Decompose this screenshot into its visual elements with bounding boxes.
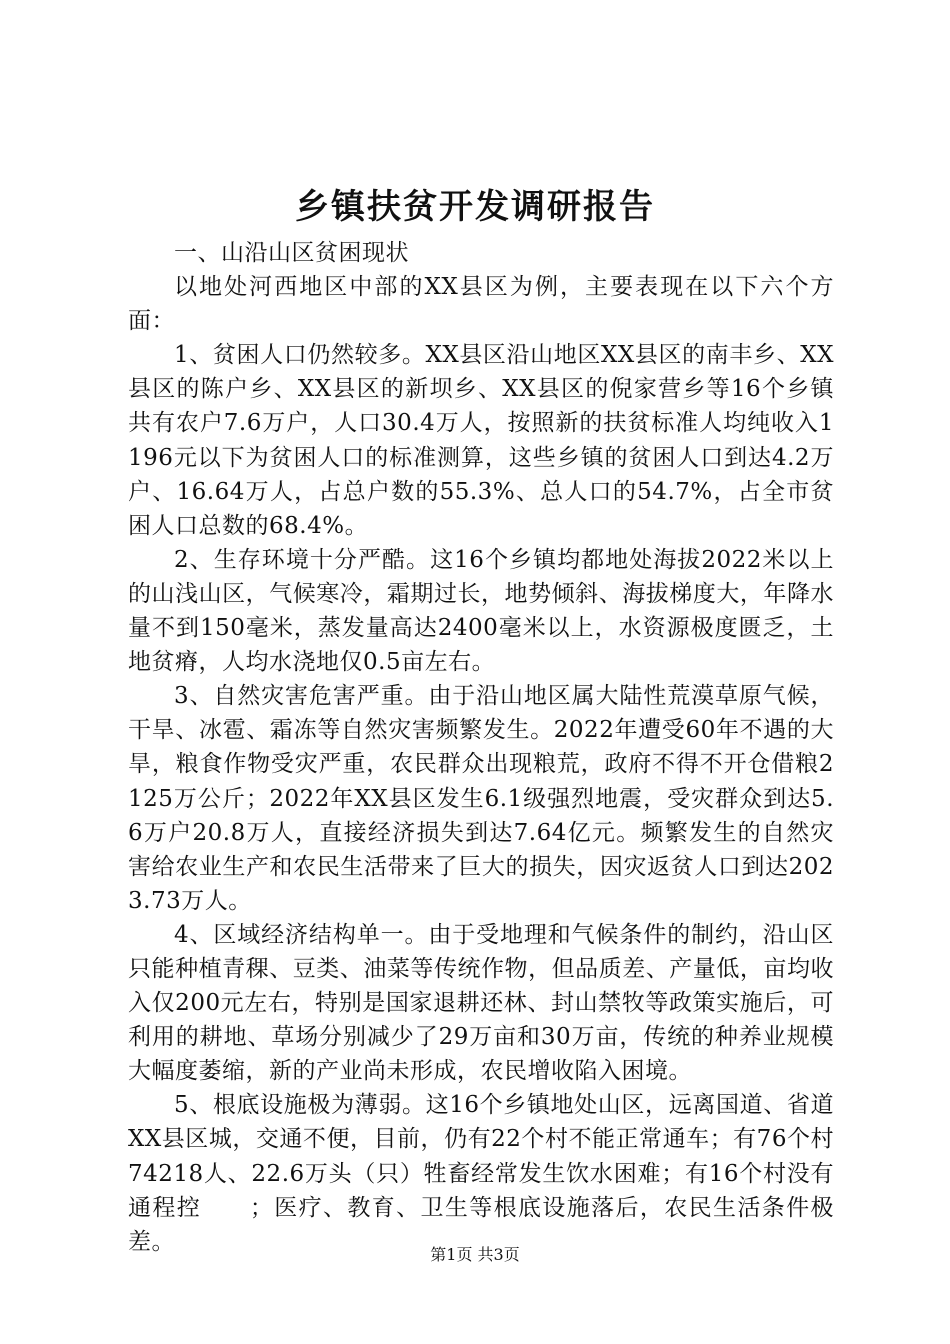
document-body: [128, 236, 834, 1259]
intro-paragraph: 以地处河西地区中部的XX县区为例，主要表现在以下六个方面：: [128, 274, 834, 335]
page-number-footer: 第1页 共3页: [430, 1245, 520, 1264]
paragraph-infrastructure: 5、根底设施极为薄弱。这16个乡镇地处山区，远离国道、省道XX县区城，交通不便，目前，仍有22个村不能正常通车；有76个村74218人、22.6万头（只）牲畜经常发生饮水困难；有16个村没有通程控 ；医疗、教育、卫生等根底设施落后，农民生活条件极差。: [128, 1092, 834, 1255]
paragraph-economic-structure: 4、区域经济结构单一。由于受地理和气候条件的制约，沿山区只能种植青稞、豆类、油菜等传统作物，但品质差、产量低，亩均收入仅200元左右，特别是国家退耕还林、封山禁牧等政策实施后，可利用的耕地、草场分别减少了29万亩和30万亩，传统的种养业规模大幅度萎缩，新的产业尚未形成，农民增收陷入困境。: [128, 921, 834, 1085]
section-heading: 一、山沿山区贫困现状: [174, 240, 409, 266]
paragraph-living-environment: 2、生存环境十分严酷。这16个乡镇均都地处海拔2022米以上的山浅山区，气候寒冷，霜期过长，地势倾斜、海拔梯度大，年降水量不到150毫米，蒸发量高达2400毫米以上，水资源极度匮乏，土地贫瘠，人均水浇地仅0.5亩左右。: [128, 546, 834, 676]
document-title: 乡镇扶贫开发调研报告: [295, 187, 655, 227]
paragraph-natural-disasters: 3、自然灾害危害严重。由于沿山地区属大陆性荒漠草原气候，干旱、冰雹、霜冻等自然灾害频繁发生。2022年遭受60年不遇的大旱，粮食作物受灾严重，农民群众出现粮荒，政府不得不开仓借粮2125万公斤；2022年XX县区发生6.1级强烈地震，受灾群众到达5.6万户20.8万人，直接经济损失到达7.64亿元。频繁发生的自然灾害给农业生产和农民生活带来了巨大的损失，因灾返贫人口到达2023.73万人。: [128, 683, 834, 914]
paragraph-poverty-population: 1、贫困人口仍然较多。XX县区沿山地区XX县区的南丰乡、XX县区的陈户乡、XX县区的新坝乡、XX县区的倪家营乡等16个乡镇共有农户7.6万户，人口30.4万人，按照新的扶贫标准人均纯收入1196元以下为贫困人口的标准测算，这些乡镇的贫困人口到达4.2万户、16.64万人，占总户数的55.3%、总人口的54.7%，占全市贫困人口总数的68.4%。: [128, 342, 834, 539]
